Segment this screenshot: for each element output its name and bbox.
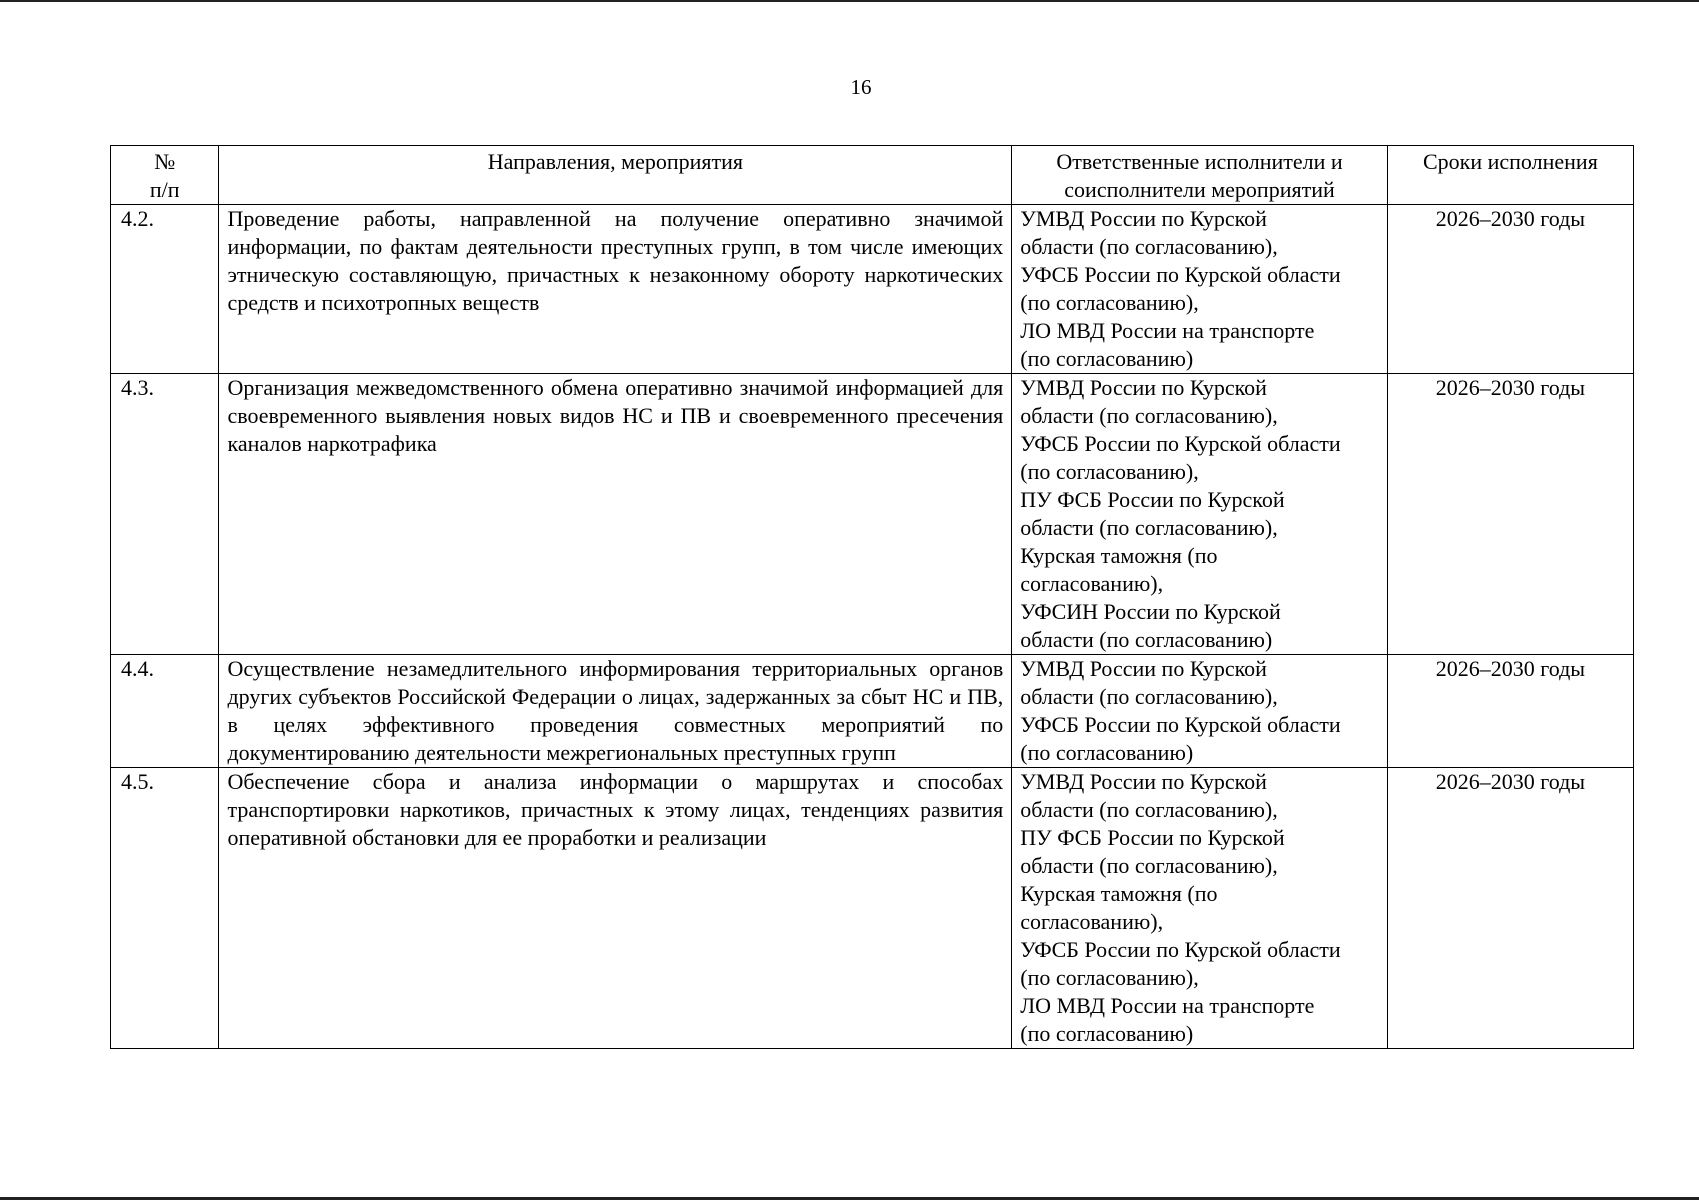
responsible-line: УФСБ России по Курской области	[1020, 431, 1341, 456]
responsible-line: ЛО МВД России на транспорте	[1020, 993, 1315, 1018]
responsible-line: (по согласованию),	[1020, 290, 1199, 315]
page-number: 16	[850, 75, 872, 99]
responsible-line: области (по согласованию),	[1020, 515, 1278, 540]
row-responsible	[1012, 374, 1388, 655]
row-number: 4.4.	[111, 655, 219, 768]
header-responsible	[1012, 146, 1388, 205]
header-number-line: п/п	[149, 177, 180, 202]
header-number-line: №	[154, 149, 176, 174]
responsible-line: области (по согласованию),	[1020, 234, 1278, 259]
responsible-line: области (по согласованию),	[1020, 684, 1278, 709]
responsible-line: ПУ ФСБ России по Курской	[1020, 487, 1285, 512]
row-term: 2026–2030 годы	[1387, 655, 1633, 768]
header-activity: Направления, мероприятия	[219, 146, 1012, 205]
responsible-line: (по согласованию)	[1020, 740, 1194, 765]
responsible-line: ЛО МВД России на транспорте	[1020, 318, 1315, 343]
row-number: 4.3.	[111, 374, 219, 655]
row-activity: Организация межведомственного обмена оперативно значимой информацией для своевременного выявления новых видов НС и ПВ и своевременного пресечения каналов наркотрафика	[219, 374, 1012, 655]
responsible-line: области (по согласованию),	[1020, 853, 1278, 878]
responsible-line: УФСБ России по Курской области	[1020, 262, 1341, 287]
responsible-line: согласованию),	[1020, 909, 1164, 934]
responsible-line: Курская таможня (по	[1020, 543, 1218, 568]
table-row	[111, 374, 1634, 655]
row-activity: Проведение работы, направленной на получение оперативно значимой информации, по фактам деятельности преступных групп, в том числе имеющих этническую составляющую, причастных к незаконному обороту наркотических средств и психотропных веществ	[219, 205, 1012, 374]
table-row	[111, 205, 1634, 374]
responsible-line: (по согласованию)	[1020, 346, 1194, 371]
responsible-line: ПУ ФСБ России по Курской	[1020, 825, 1285, 850]
activities-table	[110, 145, 1634, 1049]
row-responsible	[1012, 768, 1388, 1049]
responsible-line: УМВД России по Курской	[1020, 769, 1267, 794]
responsible-line: (по согласованию),	[1020, 965, 1199, 990]
header-term: Сроки исполнения	[1387, 146, 1633, 205]
responsible-line: УМВД России по Курской	[1020, 656, 1267, 681]
responsible-line: УФСБ России по Курской области	[1020, 937, 1341, 962]
responsible-line: УМВД России по Курской	[1020, 206, 1267, 231]
row-number: 4.5.	[111, 768, 219, 1049]
table-body	[111, 205, 1634, 1049]
row-activity: Осуществление незамедлительного информирования территориальных органов других субъектов Российской Федерации о лицах, задержанных за сбыт НС и ПВ, в целях эффективного проведения совместных мероприятий по документированию деятельности межрегиональных преступных групп	[219, 655, 1012, 768]
header-number	[111, 146, 219, 205]
responsible-line: области (по согласованию),	[1020, 403, 1278, 428]
table-header-row	[111, 146, 1634, 205]
table-row	[111, 768, 1634, 1049]
table-row	[111, 655, 1634, 768]
responsible-line: УМВД России по Курской	[1020, 375, 1267, 400]
row-term: 2026–2030 годы	[1387, 374, 1633, 655]
row-responsible	[1012, 205, 1388, 374]
responsible-line: Курская таможня (по	[1020, 881, 1218, 906]
responsible-line: (по согласованию),	[1020, 459, 1199, 484]
row-term: 2026–2030 годы	[1387, 205, 1633, 374]
responsible-line: области (по согласованию),	[1020, 797, 1278, 822]
row-term: 2026–2030 годы	[1387, 768, 1633, 1049]
header-responsible-line: соисполнители мероприятий	[1064, 177, 1335, 202]
responsible-line: области (по согласованию)	[1020, 627, 1273, 652]
row-activity: Обеспечение сбора и анализа информации о маршрутах и способах транспортировки наркотиков, причастных к этому лицах, тенденциях развития оперативной обстановки для ее проработки и реализации	[219, 768, 1012, 1049]
row-number: 4.2.	[111, 205, 219, 374]
responsible-line: согласованию),	[1020, 571, 1164, 596]
page-top-edge	[0, 0, 1699, 2]
header-responsible-line: Ответственные исполнители и	[1056, 149, 1343, 174]
responsible-line: (по согласованию)	[1020, 1021, 1194, 1046]
responsible-line: УФСИН России по Курской	[1020, 599, 1281, 624]
responsible-line: УФСБ России по Курской области	[1020, 712, 1341, 737]
row-responsible	[1012, 655, 1388, 768]
